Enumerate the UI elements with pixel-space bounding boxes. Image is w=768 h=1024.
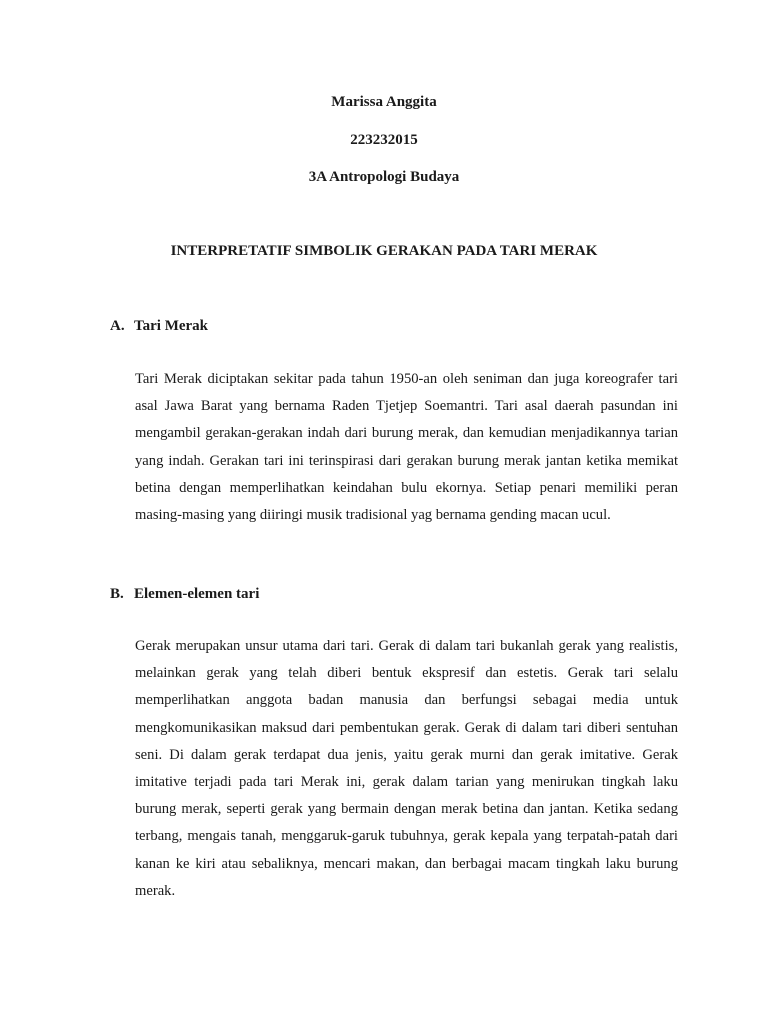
section-letter: A. (110, 318, 125, 334)
section-title: Elemen-elemen tari (134, 586, 260, 602)
paragraph-line: Gerak merupakan unsur utama dari tari. Gerak di dalam tari bukanlah gerak yang realistis, (135, 638, 678, 654)
paragraph-line: seni. Di dalam gerak terdapat dua jenis, yaitu gerak murni dan gerak imitative. Gerak (135, 746, 678, 763)
paragraph-line: merak. (135, 882, 176, 899)
paragraph-line: masing-masing yang diiringi musik tradisional yag bernama gending macan ucul. (135, 507, 611, 524)
student-id: 223232015 (350, 132, 418, 148)
paragraph-line: terbang, mengais tanah, menggaruk-garuk tubuhnya, gerak kepala yang terpatah-patah dari (135, 828, 678, 845)
section-title: Tari Merak (134, 318, 209, 334)
paragraph-line: mengambil gerakan-gerakan indah dari burung merak, dan kemudian menjadikannya tarian (135, 425, 678, 442)
paragraph-line: betina dengan memperlihatkan keindahan bulu ekornya. Setiap penari memiliki peran (135, 479, 678, 496)
paragraph-line: memperlihatkan anggota badan manusia dan berfungsi sebagai media untuk (135, 692, 678, 709)
paragraph-line: asal Jawa Barat yang bernama Raden Tjetjep Soemantri. Tari asal daerah pasundan ini (135, 398, 678, 415)
section-heading-a (110, 316, 208, 336)
class-name: 3A Antropologi Budaya (308, 169, 460, 185)
paragraph-tari-merak (135, 366, 678, 529)
paragraph-line: kanan ke kiri atau sebaliknya, mencari makan, dan berbagai macam tingkah laku burung (135, 855, 678, 872)
paragraph-line: burung merak, seperti gerak yang bermain dengan merak betina dan jantan. Ketika sedang (135, 801, 678, 818)
paragraph-line: yang indah. Gerakan tari ini terinspirasi dari gerakan burung merak jantan ketika memikat (135, 452, 678, 469)
paragraph-line: imitative terjadi pada tari Merak ini, gerak dalam tarian yang menirukan tingkah laku (135, 774, 678, 791)
author-name: Marissa Anggita (331, 94, 437, 110)
paragraph-line: mengkomunikasikan maksud dari pembentukan gerak. Gerak di dalam tari diberi sentuhan (135, 719, 678, 736)
paragraph-elemen-tari (135, 633, 678, 905)
paragraph-line: melainkan gerak yang telah diberi bentuk ekspresif dan estetis. Gerak tari selalu (135, 665, 678, 682)
section-heading-b (110, 584, 259, 604)
document-title: INTERPRETATIF SIMBOLIK GERAKAN PADA TARI MERAK (170, 243, 598, 259)
paragraph-line: Tari Merak diciptakan sekitar pada tahun 1950-an oleh seniman dan juga koreografer tari (135, 371, 678, 387)
section-letter: B. (110, 586, 124, 602)
